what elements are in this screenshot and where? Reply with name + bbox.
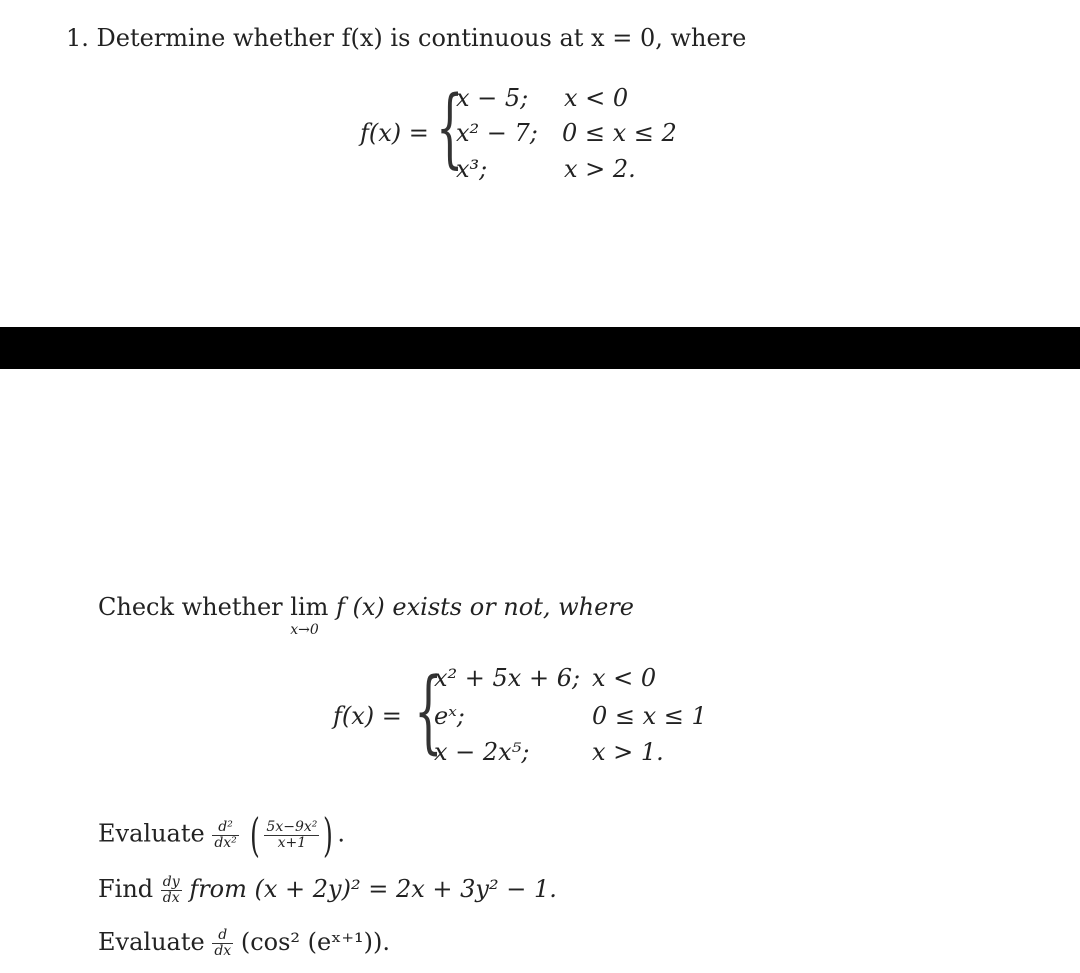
q3-left-paren: ( bbox=[250, 808, 261, 862]
q1-case-3-cond: x > 2. bbox=[564, 155, 636, 183]
q1-case-3-expr: x³; bbox=[456, 155, 488, 183]
q2-case-2-expr: eˣ; bbox=[434, 702, 465, 730]
q2-prompt-pre: Check whether bbox=[98, 593, 283, 621]
q3-fraction bbox=[264, 820, 319, 851]
q1-case-1-cond: x < 0 bbox=[564, 84, 629, 112]
q3-operator bbox=[212, 820, 238, 851]
question-1-prompt: 1. Determine whether f(x) is continuous at x = 0, where bbox=[66, 24, 747, 52]
q5-expression: (cos² (eˣ⁺¹)). bbox=[240, 928, 391, 956]
q1-case-2-expr: x² − 7; bbox=[456, 119, 538, 147]
q1-case-2-cond: 0 ≤ x ≤ 2 bbox=[562, 119, 677, 147]
q1-case-1-expr: x − 5; bbox=[456, 84, 529, 112]
q4-operator bbox=[161, 875, 182, 906]
q4-equation: from (x + 2y)² = 2x + 3y² − 1. bbox=[189, 875, 557, 903]
q2-left-brace: { bbox=[414, 659, 443, 764]
question-3 bbox=[98, 808, 345, 862]
q2-case-1-cond: x < 0 bbox=[592, 664, 657, 692]
q3-frac-num: 5x−9x² bbox=[266, 818, 318, 835]
q1-function-lhs: f(x) = bbox=[360, 119, 429, 147]
q3-op-num: d² bbox=[212, 820, 238, 836]
q2-limit bbox=[290, 593, 329, 638]
question-4 bbox=[98, 875, 557, 906]
question-2-prompt bbox=[98, 593, 634, 638]
q3-frac-den: x+1 bbox=[277, 834, 307, 851]
q2-lim-word: lim bbox=[290, 593, 329, 621]
q2-prompt-post: f (x) exists or not, where bbox=[336, 593, 634, 621]
q2-case-3-cond: x > 1. bbox=[592, 738, 664, 766]
q2-lim-sub: x→0 bbox=[290, 622, 319, 638]
q5-op-den: dx bbox=[214, 943, 232, 959]
q3-right-paren: ) bbox=[323, 808, 334, 862]
q1-left-brace: { bbox=[436, 78, 464, 178]
q3-op-den: dx² bbox=[214, 834, 237, 851]
q5-op-num: d bbox=[212, 928, 233, 944]
q3-tail: . bbox=[337, 819, 345, 848]
q2-case-3-expr: x − 2x⁵; bbox=[434, 738, 530, 766]
q5-operator bbox=[212, 928, 233, 959]
q5-label: Evaluate bbox=[98, 928, 205, 956]
q2-case-1-expr: x² + 5x + 6; bbox=[434, 664, 581, 692]
q4-op-num: dy bbox=[162, 874, 180, 890]
question-5 bbox=[98, 928, 390, 959]
q3-label: Evaluate bbox=[98, 819, 205, 848]
q2-case-2-cond: 0 ≤ x ≤ 1 bbox=[592, 702, 707, 730]
q2-function-lhs: f(x) = bbox=[333, 702, 402, 730]
q4-op-den: dx bbox=[162, 890, 180, 906]
redaction-bar bbox=[0, 327, 1080, 369]
q4-label: Find bbox=[98, 875, 154, 903]
